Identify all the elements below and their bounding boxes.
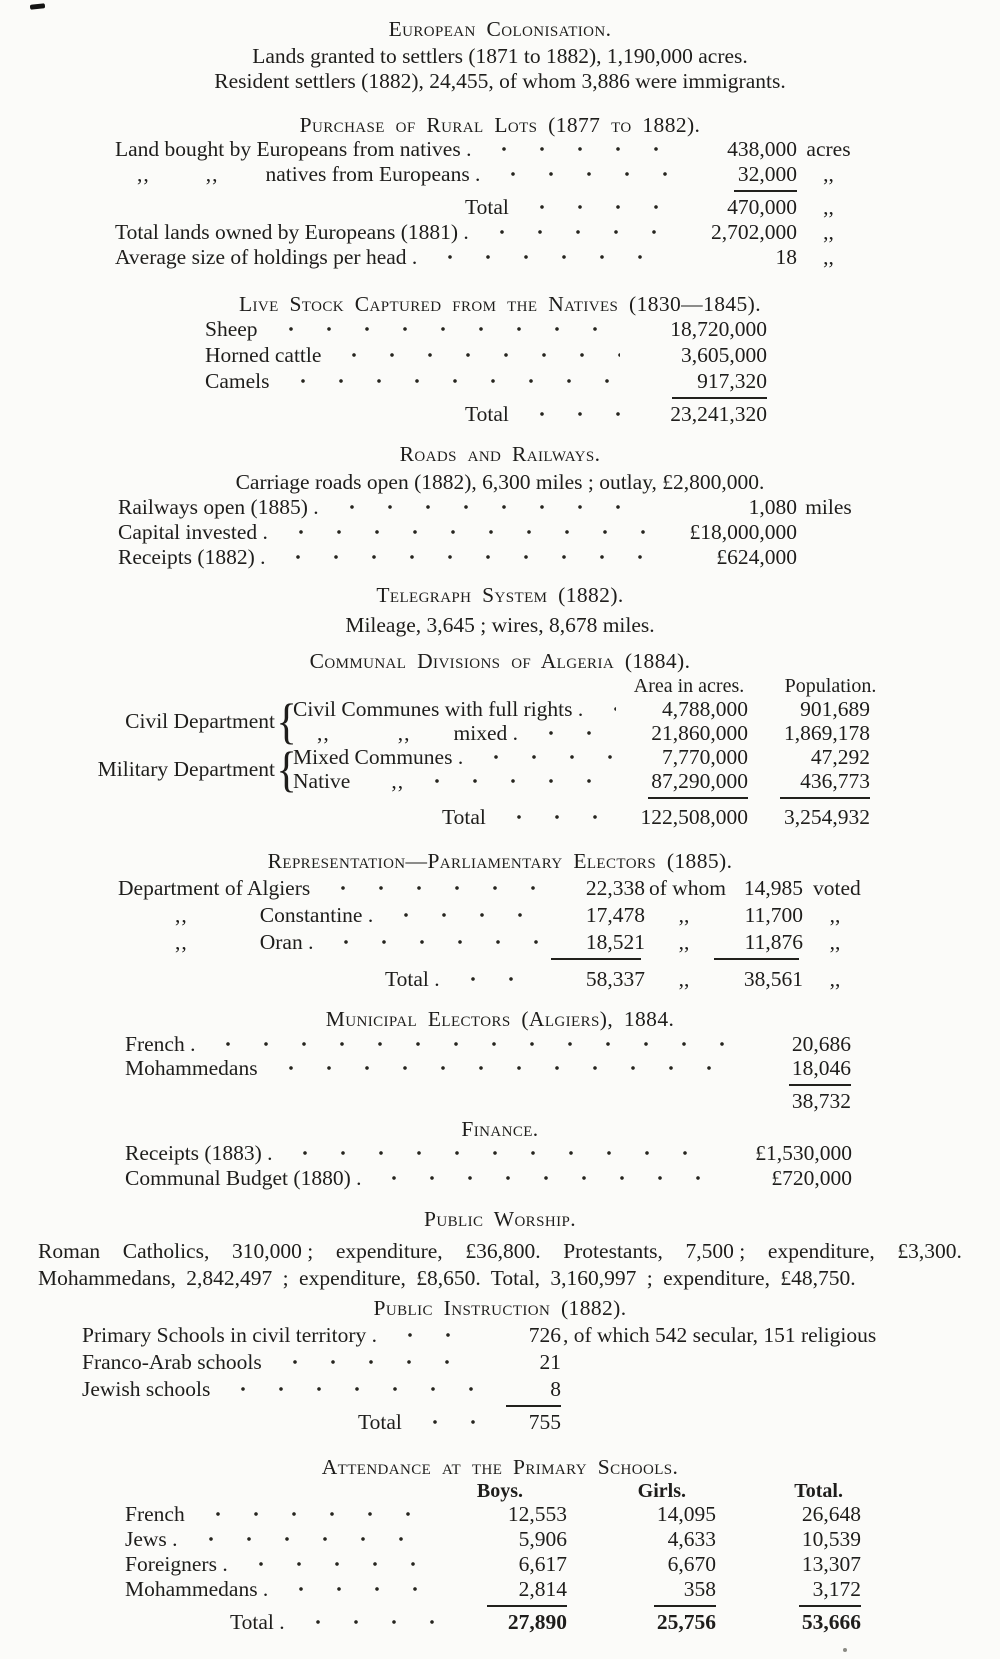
row-value: 18,720,000 xyxy=(670,317,767,341)
row-value: 8 xyxy=(550,1377,561,1401)
section-heading-instruction: Public Instruction (1882). xyxy=(373,1296,627,1320)
row-value: 32,000 xyxy=(737,162,797,186)
table-row xyxy=(125,1527,861,1551)
worship-line-1: Roman Catholics, 310,000 ; expenditure, £36,800. Protestants, 7,500 ; expenditure, £3,300. xyxy=(38,1239,962,1263)
row-label: Civil Communes with full rights . xyxy=(293,697,584,721)
scan-artifact xyxy=(843,1648,847,1652)
dot-leader xyxy=(275,554,645,560)
table-row xyxy=(205,317,767,341)
row-label: French xyxy=(125,1502,185,1526)
intro-line: Resident settlers (1882), 24,455, of whom 3,886 were immigrants. xyxy=(214,69,786,93)
row-area-value: 87,290,000 xyxy=(651,769,748,793)
table-row xyxy=(125,1141,852,1165)
row-area-value: 4,788,000 xyxy=(662,697,748,721)
worship-paragraph xyxy=(38,1238,962,1292)
dot-leader xyxy=(473,754,616,760)
total-voted-value: 38,561 xyxy=(743,967,803,991)
table-row xyxy=(118,876,861,900)
ditto-mark: ,, xyxy=(391,769,405,793)
row-value: 917,320 xyxy=(697,369,767,393)
table-row xyxy=(125,1502,861,1526)
row-unit: acres xyxy=(806,137,851,161)
sum-rule-row xyxy=(62,797,870,799)
girls-value: 6,670 xyxy=(667,1552,716,1576)
row-area-value: 21,860,000 xyxy=(651,721,748,745)
girls-value: 4,633 xyxy=(667,1527,716,1551)
dot-leader xyxy=(387,1332,482,1338)
section-attendance xyxy=(0,1456,1000,1634)
table-row xyxy=(118,495,852,519)
row-label: Primary Schools in civil territory . xyxy=(82,1323,377,1347)
row-unit: ,, xyxy=(823,162,834,186)
table-row xyxy=(125,1577,861,1601)
row-unit: voted xyxy=(813,876,861,900)
table-row xyxy=(82,1350,900,1374)
voted-value: 11,876 xyxy=(744,930,803,954)
purchase-table xyxy=(0,137,1000,269)
row-population-value: 47,292 xyxy=(810,745,870,769)
table-row xyxy=(205,369,767,393)
roads-intro: Carriage roads open (1882), 6,300 miles ; outlay, £2,800,000. xyxy=(235,470,765,494)
row-label: Receipts (1883) . xyxy=(125,1141,273,1165)
dot-leader xyxy=(280,378,621,384)
table-row xyxy=(115,220,852,244)
sum-rule xyxy=(714,958,799,960)
sum-rule-row xyxy=(118,958,857,960)
voted-value: 11,700 xyxy=(744,903,803,927)
dot-leader xyxy=(278,529,645,535)
girls-value: 14,095 xyxy=(656,1502,716,1526)
row-label: Communal Budget (1880) . xyxy=(125,1166,362,1190)
row-value: 21 xyxy=(539,1350,561,1374)
electors-value: 17,478 xyxy=(585,903,645,927)
dot-leader xyxy=(329,504,645,510)
dot-leader xyxy=(295,1619,435,1625)
ditto-mark: ,, xyxy=(397,721,411,745)
row-label: Oran . xyxy=(259,930,314,954)
table-row xyxy=(125,1056,851,1080)
row-label: Mohammedans . xyxy=(125,1577,269,1601)
row-value: 20,686 xyxy=(791,1032,851,1056)
instruction-table xyxy=(0,1323,1000,1434)
section-livestock xyxy=(0,293,1000,426)
dot-leader xyxy=(268,326,620,332)
section-representation xyxy=(0,850,1000,991)
row-label: French . xyxy=(125,1032,196,1056)
sum-rule xyxy=(506,1405,561,1407)
dot-leader xyxy=(593,706,616,712)
dot-leader xyxy=(519,411,620,417)
dot-leader xyxy=(383,912,538,918)
section-intro xyxy=(0,44,1000,94)
row-label: Native xyxy=(293,769,351,793)
sum-rule-row xyxy=(125,1605,861,1607)
department-label: Civil Department xyxy=(125,708,275,733)
electors-value: 22,338 xyxy=(585,876,645,900)
total-label: Total xyxy=(465,195,509,219)
boys-value: 12,553 xyxy=(507,1502,567,1526)
row-label: Jews . xyxy=(125,1527,178,1551)
department-label: Military Department xyxy=(97,756,275,781)
dot-leader xyxy=(490,171,675,177)
table-row xyxy=(115,245,852,269)
row-label: Railways open (1885) . xyxy=(118,495,319,519)
dot-leader xyxy=(331,352,620,358)
total-value: 38,732 xyxy=(791,1089,851,1113)
row-population-value: 436,773 xyxy=(800,769,870,793)
row-unit: ,, xyxy=(829,930,841,954)
girls-value: 358 xyxy=(683,1577,716,1601)
row-population-value: 1,869,178 xyxy=(784,721,870,745)
table-row xyxy=(118,545,852,569)
dot-leader xyxy=(282,1150,710,1156)
row-label: Department of Algiers xyxy=(118,876,311,900)
section-heading-worship: Public Worship. xyxy=(424,1207,576,1231)
ditto-mark: ,, xyxy=(678,903,690,927)
row-unit: ,, xyxy=(829,903,841,927)
section-heading-livestock: Live Stock Captured from the Natives (1830—1845). xyxy=(238,292,762,316)
section-heading-roads: Roads and Railways. xyxy=(399,442,601,466)
section-worship xyxy=(0,1208,1000,1292)
row-unit: ,, xyxy=(829,967,841,991)
table-row xyxy=(293,745,870,769)
row-value: £1,530,000 xyxy=(755,1141,852,1165)
sum-rule xyxy=(487,1605,567,1607)
total-label: Total . xyxy=(230,1610,285,1634)
total-row xyxy=(205,402,767,426)
sum-rule xyxy=(648,797,748,799)
row-label: mixed . xyxy=(453,721,518,745)
dot-leader xyxy=(323,939,538,945)
total-value: 470,000 xyxy=(727,195,797,219)
boys-value: 6,617 xyxy=(518,1552,567,1576)
communal-group-military xyxy=(62,741,870,797)
total-label: Total xyxy=(465,402,509,426)
table-row xyxy=(82,1377,900,1401)
total-value: 10,539 xyxy=(801,1527,861,1551)
section-heading-representation: Representation—Parliamentary Electors (1885). xyxy=(267,849,733,873)
row-label: Horned cattle xyxy=(205,343,322,367)
total-label: Total xyxy=(358,1410,402,1434)
row-label: Average size of holdings per head . xyxy=(115,245,418,269)
row-value: 2,702,000 xyxy=(711,220,797,244)
dot-leader xyxy=(479,229,675,235)
total-row xyxy=(125,1089,851,1113)
boys-value: 2,814 xyxy=(518,1577,567,1601)
brace-glyph: { xyxy=(276,741,297,797)
section-purchase xyxy=(0,114,1000,269)
total-value: 23,241,320 xyxy=(670,402,767,426)
dot-leader xyxy=(268,1065,729,1071)
row-value: 18 xyxy=(775,245,797,269)
dot-leader xyxy=(496,814,616,820)
sum-rule xyxy=(672,397,767,399)
total-value: 26,648 xyxy=(801,1502,861,1526)
total-girls-value: 25,756 xyxy=(656,1610,716,1634)
livestock-table xyxy=(0,317,1000,426)
total-total-value: 53,666 xyxy=(801,1610,861,1634)
dot-leader xyxy=(205,1041,729,1047)
municipal-table xyxy=(0,1032,1000,1113)
dot-leader xyxy=(528,730,616,736)
ditto-mark: ,, xyxy=(175,903,188,927)
table-row xyxy=(293,697,870,721)
section-title xyxy=(0,18,1000,41)
row-label: Constantine . xyxy=(259,903,374,927)
ditto-mark: ,, xyxy=(678,930,690,954)
table-row xyxy=(115,137,852,161)
row-label: natives from Europeans . xyxy=(265,162,481,186)
column-header-girls: Girls. xyxy=(637,1480,686,1502)
of-whom-label: of whom xyxy=(649,876,727,900)
sum-rule-row xyxy=(82,1405,900,1407)
row-label: Capital invested . xyxy=(118,520,268,544)
dot-leader xyxy=(195,1511,435,1517)
scan-artifact xyxy=(30,3,45,10)
worship-line-2: Mohammedans, 2,842,497 ; expenditure, £8,650. Total, 3,160,997 ; expenditure, £48,750. xyxy=(38,1266,856,1290)
table-row xyxy=(125,1032,851,1056)
ditto-mark: ,, xyxy=(205,162,219,186)
total-row xyxy=(115,195,852,219)
section-heading-attendance: Attendance at the Primary Schools. xyxy=(321,1455,679,1479)
row-label: Sheep xyxy=(205,317,258,341)
sum-rule-row xyxy=(115,190,852,192)
sum-rule-row xyxy=(125,1084,851,1086)
section-instruction xyxy=(0,1297,1000,1434)
table-row xyxy=(293,769,870,793)
table-row xyxy=(293,721,870,745)
row-unit: ,, xyxy=(823,220,834,244)
sum-rule xyxy=(799,1605,861,1607)
sum-rule xyxy=(789,1084,851,1086)
row-unit: miles xyxy=(805,495,852,519)
total-row xyxy=(125,1610,861,1634)
row-label: Camels xyxy=(205,369,270,393)
communal-column-headers xyxy=(62,675,877,697)
table-row xyxy=(118,520,852,544)
ditto-mark: ,, xyxy=(678,967,690,991)
dot-leader xyxy=(481,146,675,152)
total-value: 13,307 xyxy=(801,1552,861,1576)
row-value: £720,000 xyxy=(771,1166,852,1190)
attendance-table xyxy=(0,1480,1000,1634)
dot-leader xyxy=(412,1419,482,1425)
row-value: 18,046 xyxy=(791,1056,851,1080)
row-label: Land bought by Europeans from natives . xyxy=(115,137,472,161)
dot-leader xyxy=(188,1536,435,1542)
electors-value: 18,521 xyxy=(585,930,645,954)
row-value: 726 xyxy=(528,1323,561,1347)
total-population-value: 3,254,932 xyxy=(784,805,870,829)
sum-rule-row xyxy=(205,397,767,399)
row-label: Mixed Communes . xyxy=(293,745,464,769)
table-row xyxy=(125,1552,861,1576)
column-header-population: Population. xyxy=(784,675,877,697)
row-value: 1,080 xyxy=(748,495,797,519)
sum-rule xyxy=(551,958,641,960)
total-value: 3,172 xyxy=(812,1577,861,1601)
dot-leader xyxy=(320,885,538,891)
brace-glyph: { xyxy=(276,693,297,749)
total-value: 755 xyxy=(528,1410,561,1434)
row-label: Mohammedans xyxy=(125,1056,258,1080)
row-label: Franco-Arab schools xyxy=(82,1350,262,1374)
section-finance xyxy=(0,1118,1000,1190)
row-label: Receipts (1882) . xyxy=(118,545,266,569)
row-label: Foreigners . xyxy=(125,1552,228,1576)
sum-rule xyxy=(734,190,797,192)
dot-leader xyxy=(371,1175,710,1181)
table-row xyxy=(118,903,857,927)
page-title: European Colonisation. xyxy=(388,17,612,41)
section-heading-finance: Finance. xyxy=(461,1117,539,1141)
table-row xyxy=(125,1166,852,1190)
table-row xyxy=(118,930,857,954)
row-value: £624,000 xyxy=(716,545,797,569)
communal-group-civil xyxy=(62,693,870,749)
dot-leader xyxy=(220,1386,482,1392)
total-row xyxy=(118,967,857,991)
row-suffix: , of which 542 secular, 151 religious xyxy=(563,1323,877,1347)
section-heading-purchase: Purchase of Rural Lots (1877 to 1882). xyxy=(299,113,701,137)
ditto-mark: ,, xyxy=(175,930,188,954)
table-row xyxy=(205,343,767,367)
total-area-value: 122,508,000 xyxy=(640,805,748,829)
telegraph-intro: Mileage, 3,645 ; wires, 8,678 miles. xyxy=(345,613,655,637)
ditto-mark: ,, xyxy=(137,162,150,186)
ditto-mark: ,, xyxy=(317,721,330,745)
row-population-value: 901,689 xyxy=(800,697,870,721)
column-header-total: Total. xyxy=(794,1480,843,1502)
section-heading-communal: Communal Divisions of Algeria (1884). xyxy=(309,649,691,673)
table-row xyxy=(82,1323,900,1347)
total-label: Total xyxy=(442,805,486,829)
dot-leader xyxy=(272,1359,482,1365)
intro-line: Lands granted to settlers (1871 to 1882), 1,190,000 acres. xyxy=(252,44,748,68)
dot-leader xyxy=(238,1561,435,1567)
dot-leader xyxy=(278,1586,435,1592)
section-heading-municipal: Municipal Electors (Algiers), 1884. xyxy=(325,1007,675,1031)
finance-table xyxy=(0,1141,1000,1190)
section-municipal xyxy=(0,1008,1000,1113)
row-area-value: 7,770,000 xyxy=(662,745,748,769)
section-telegraph xyxy=(0,584,1000,638)
section-communal xyxy=(0,650,1000,829)
section-roads xyxy=(0,443,1000,569)
voted-value: 14,985 xyxy=(743,876,803,900)
table-row xyxy=(115,162,852,186)
row-label: Jewish schools xyxy=(82,1377,211,1401)
total-label: Total . xyxy=(385,967,440,991)
section-heading-telegraph: Telegraph System (1882). xyxy=(376,583,624,607)
sum-rule xyxy=(654,1605,716,1607)
row-value: 3,605,000 xyxy=(681,343,767,367)
row-label: Total lands owned by Europeans (1881) . xyxy=(115,220,469,244)
attendance-column-headers xyxy=(125,1480,861,1502)
dot-leader xyxy=(519,204,675,210)
column-header-boys: Boys. xyxy=(476,1480,523,1502)
roads-table xyxy=(0,495,1000,569)
total-boys-value: 27,890 xyxy=(507,1610,567,1634)
boys-value: 5,906 xyxy=(518,1527,567,1551)
total-row xyxy=(62,805,870,829)
dot-leader xyxy=(427,254,675,260)
row-unit: ,, xyxy=(823,245,834,269)
dot-leader xyxy=(450,976,538,982)
representation-table xyxy=(0,876,1000,991)
dot-leader xyxy=(414,778,616,784)
communal-table xyxy=(0,675,1000,829)
total-row xyxy=(82,1410,900,1434)
sum-rule xyxy=(780,797,870,799)
row-unit: ,, xyxy=(823,195,834,219)
row-value: £18,000,000 xyxy=(689,520,797,544)
row-value: 438,000 xyxy=(727,137,797,161)
total-electors-value: 58,337 xyxy=(585,967,645,991)
column-header-area: Area in acres. xyxy=(633,675,745,697)
